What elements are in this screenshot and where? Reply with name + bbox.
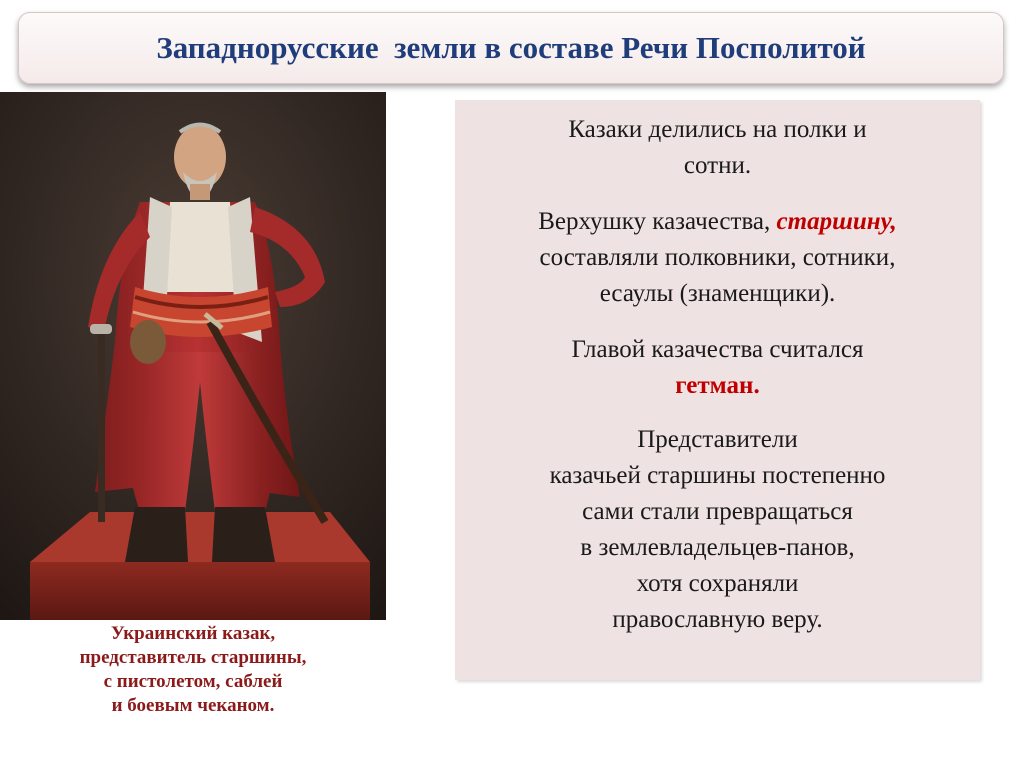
highlight-starshina: старшину,	[776, 208, 897, 235]
text-line: казачьей старшины постепенно	[549, 462, 886, 489]
text-line: в землевладельцев-панов,	[580, 534, 855, 561]
highlight-hetman: гетман.	[675, 372, 760, 399]
text-line: Главой казачества считался	[571, 336, 864, 363]
text-panel	[455, 100, 980, 680]
caption-line: представитель старшины,	[79, 647, 307, 668]
cossack-figure-image	[0, 92, 386, 620]
paragraph-starshina	[455, 204, 980, 312]
text-line: хотя сохраняли	[636, 570, 799, 597]
paragraph-landowners	[455, 422, 980, 638]
text-line: составляли полковники, сотники,	[539, 244, 896, 271]
text-line: есаулы (знаменщики).	[599, 280, 836, 307]
text-line: Представители	[637, 426, 798, 453]
caption-line: Украинский казак,	[110, 623, 276, 644]
paragraph-regiments	[455, 112, 980, 184]
slide-title: Западнорусские земли в составе Речи Посполитой	[156, 30, 866, 65]
paragraph-hetman	[455, 332, 980, 404]
text-line: Казаки делились на полки и	[568, 116, 867, 143]
image-caption	[0, 622, 386, 718]
text-line: сами стали превращаться	[582, 498, 853, 525]
title-bar	[18, 12, 1004, 84]
text-line: сотни.	[683, 152, 752, 179]
text-fragment: Верхушку казачества,	[538, 208, 777, 235]
text-line	[455, 204, 980, 240]
text-line: православную веру.	[612, 606, 823, 633]
caption-line: и боевым чеканом.	[111, 695, 275, 716]
caption-line: с пистолетом, саблей	[103, 671, 283, 692]
